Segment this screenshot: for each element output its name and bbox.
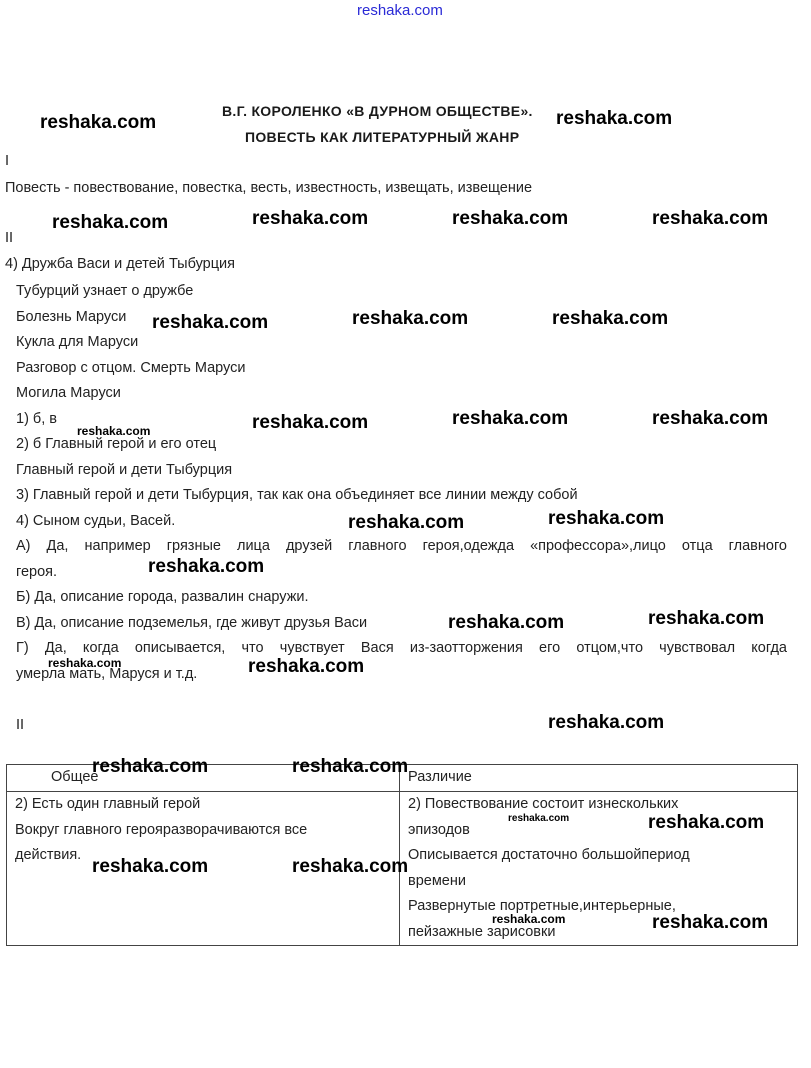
watermark: reshaka.com — [92, 856, 209, 877]
watermark: reshaka.com — [92, 756, 209, 777]
section-3-numeral: II — [16, 717, 25, 733]
cell-line: 2) Повествование состоит изнескольких — [408, 796, 679, 812]
watermark: reshaka.com — [40, 112, 157, 133]
cell-line: действия. — [15, 847, 82, 863]
watermark: reshaka.com — [52, 212, 169, 233]
text-line: 4) Дружба Васи и детей Тыбурция — [5, 256, 235, 272]
watermark: reshaka.com — [492, 912, 566, 926]
watermark: reshaka.com — [552, 308, 669, 329]
cell-line: Развернутые портретные,интерьерные, — [408, 898, 676, 914]
text-line: Тубурций узнает о дружбе — [16, 283, 194, 299]
table-header-difference: Различие — [400, 765, 798, 792]
text-line: Болезнь Маруси — [16, 309, 127, 325]
watermark: reshaka.com — [448, 612, 565, 633]
watermark: reshaka.com — [252, 412, 369, 433]
text-line: 2) б Главный герой и его отец — [16, 436, 217, 452]
text-line: героя. — [16, 564, 58, 580]
cell-line: Вокруг главного герояразворачиваются все — [15, 821, 308, 838]
text-line: Главный герой и дети Тыбурция — [16, 462, 233, 478]
watermark: reshaka.com — [292, 856, 409, 877]
watermark: reshaka.com — [548, 508, 665, 529]
watermark: reshaka.com — [48, 656, 122, 670]
watermark: reshaka.com — [248, 656, 365, 677]
text-line: 3) Главный герой и дети Тыбурция, так как она объединяет все линии между собой — [16, 487, 578, 503]
page-subtitle: ПОВЕСТЬ КАК ЛИТЕРАТУРНЫЙ ЖАНР — [245, 129, 520, 145]
cell-line: 2) Есть один главный герой — [15, 796, 201, 812]
text-line: А) Да, например грязные лица друзей главного героя,одежда «профессора»,лицо отца главного — [16, 538, 787, 554]
watermark: reshaka.com — [348, 512, 465, 533]
text-line: 4) Сыном судьи, Васей. — [16, 513, 176, 529]
cell-line: пейзажные зарисовки — [408, 923, 556, 940]
watermark: reshaka.com — [148, 556, 265, 577]
text-line: Б) Да, описание города, развалин снаружи. — [16, 589, 309, 605]
text-line: Г) Да, когда описывается, что чувствует Вася из-заотторжения его отцом,что чувствовал когда — [16, 640, 787, 656]
watermark: reshaka.com — [352, 308, 469, 329]
section-2-numeral: II — [5, 230, 14, 246]
text-line: В) Да, описание подземелья, где живут друзья Васи — [16, 615, 368, 631]
text-line: Могила Маруси — [16, 385, 121, 401]
text-line: 1) б, в — [16, 411, 57, 427]
watermark: reshaka.com — [77, 424, 151, 438]
page-title: В.Г. КОРОЛЕНКО «В ДУРНОМ ОБЩЕСТВЕ». — [222, 103, 533, 119]
watermark: reshaka.com — [548, 712, 665, 733]
watermark: reshaka.com — [652, 912, 769, 933]
site-header-link[interactable]: reshaka.com — [357, 2, 443, 19]
watermark: reshaka.com — [452, 408, 569, 429]
watermark: reshaka.com — [252, 208, 369, 229]
section-1-text: Повесть - повествование, повестка, весть, известность, извещать, извещение — [5, 180, 533, 196]
text-line: Разговор с отцом. Смерть Маруси — [16, 360, 246, 376]
cell-line: времени — [408, 872, 466, 889]
table-header-common: Общее — [7, 765, 400, 792]
watermark: reshaka.com — [648, 608, 765, 629]
watermark: reshaka.com — [292, 756, 409, 777]
watermark: reshaka.com — [652, 408, 769, 429]
cell-line: Описывается достаточно большойпериод — [408, 847, 690, 863]
text-line: умерла мать, Маруся и т.д. — [16, 666, 198, 682]
watermark: reshaka.com — [508, 813, 570, 824]
watermark: reshaka.com — [556, 108, 673, 129]
watermark: reshaka.com — [648, 812, 765, 833]
text-line: Кукла для Маруси — [16, 334, 139, 350]
cell-line: эпизодов — [408, 821, 470, 838]
watermark: reshaka.com — [152, 312, 269, 333]
watermark: reshaka.com — [652, 208, 769, 229]
watermark: reshaka.com — [452, 208, 569, 229]
section-1-numeral: I — [5, 153, 10, 169]
